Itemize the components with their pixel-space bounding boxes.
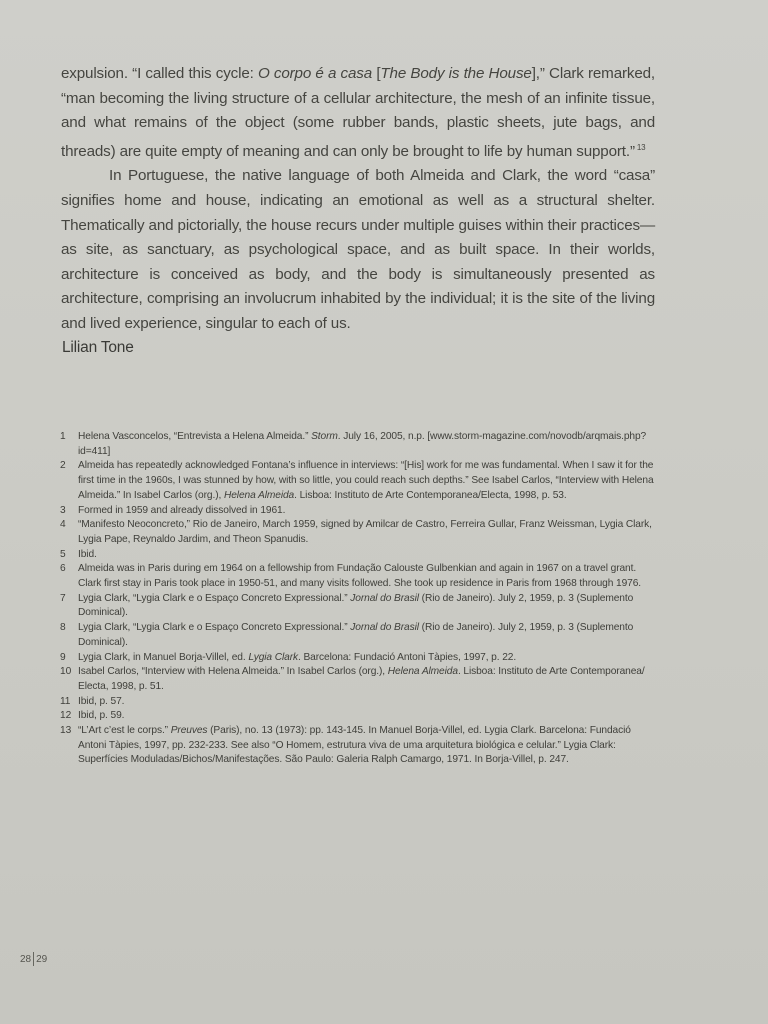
- footnote-italic-title: Lygia Clark: [248, 651, 298, 663]
- footnote-item: [60, 665, 660, 694]
- footnote-number: 3: [60, 504, 66, 516]
- folio-divider: [33, 952, 34, 966]
- footnote-text-run: Helena Vasconcelos, “Entrevista a Helena Almeida.”: [78, 431, 312, 442]
- footnote-number: 1: [60, 431, 66, 442]
- page-number-right: 29: [36, 953, 48, 965]
- footnote-number: 4: [60, 519, 66, 531]
- footnote-number: 11: [60, 695, 71, 707]
- footnote-number: 7: [60, 592, 66, 604]
- footnote-italic-title: Jornal do Brasil: [350, 622, 419, 634]
- footnote-text: [78, 724, 660, 768]
- title-o-corpo-e-a-casa: O corpo é a casa: [257, 65, 373, 82]
- footnote-text: [78, 548, 660, 563]
- footnote-item: [60, 504, 660, 519]
- footnote-text-run: Almeida has repeatedly acknowledged Fontana’s influence in interviews: “[His] work for me was fundamental. When I saw it for the first time in the 1960s, I was stunned by how, with so little, you could reach such depths.” See Isabel Carlos, “Interview with Helena Almeida.” In Isabel Carlos (org.),: [78, 460, 654, 501]
- footnote-number: 8: [60, 622, 66, 634]
- footnote-text-run: . Barcelona: Fundació Antoni Tàpies, 1997, p. 22.: [298, 651, 517, 663]
- page-folio: [20, 952, 47, 966]
- footnote-text: [78, 562, 660, 591]
- paragraph-1-text-c: ],” Clark remarked, “man becoming the living structure of a cellular architecture, the mesh of an infinite tissue, and what remains of the object (some rubber bands, plastic sheets, jute bags, and threads) are quite empty of meaning and can only be brought to life by human support.”: [61, 65, 655, 160]
- footnote-text-run: Ibid, p. 59.: [78, 710, 125, 722]
- footnote-text: [78, 592, 660, 621]
- footnote-italic-title: Storm: [311, 431, 338, 442]
- footnotes-list: [60, 430, 660, 768]
- footnote-number: 6: [60, 563, 66, 575]
- footnote-number: 13: [60, 725, 72, 737]
- page-number-left: 28: [20, 953, 32, 965]
- footnote-text: [78, 709, 660, 724]
- footnote-item: [60, 621, 660, 650]
- footnote-text: [78, 621, 660, 650]
- footnote-text-run: Isabel Carlos, “Interview with Helena Almeida.” In Isabel Carlos (org.),: [78, 666, 388, 678]
- footnote-text-run: . Lisboa: Instituto de Arte Contemporanea/Electa, 1998, p. 53.: [294, 489, 567, 501]
- footnote-italic-title: Helena Almeida: [223, 489, 295, 501]
- footnote-text-run: Formed in 1959 and already dissolved in 1961.: [78, 504, 286, 516]
- footnote-number: 9: [60, 651, 66, 663]
- footnote-text-run: Lygia Clark, “Lygia Clark e o Espaço Concreto Expressional.”: [78, 592, 351, 604]
- author-signature: Lilian Tone: [62, 339, 134, 356]
- footnote-text-run: . Lisboa: Instituto de Arte Contemporanea/ Electa, 1998, p. 51.: [78, 666, 645, 692]
- footnote-text-run: (Rio de Janeiro). July 2, 1959, p. 3 (Suplemento Dominical).: [78, 622, 634, 648]
- footnote-text-run: Lygia Clark, in Manuel Borja-Villel, ed.: [78, 651, 249, 663]
- footnote-text-run: . July 16, 2005, n.p. [www.storm-magazine.com/novodb/arqmais.php?id=411]: [78, 431, 647, 457]
- footnote-text: [78, 518, 660, 547]
- footnote-number: 10: [60, 666, 72, 678]
- footnote-number: 5: [60, 548, 66, 560]
- footnote-text: [78, 459, 660, 503]
- footnote-text: [78, 504, 660, 519]
- footnote-text-run: Almeida was in Paris during em 1964 on a fellowship from Fundação Calouste Gulbenkian and again in 1967 on a travel grant. Clark first stay in Paris took place in 1950-51, and many visits followed. She took up residence in Paris from 1968 through 1976.: [78, 563, 641, 590]
- footnote-italic-title: Preuves: [170, 725, 208, 737]
- footnote-item: [60, 709, 660, 724]
- footnote-item: [60, 518, 660, 547]
- footnote-item: [60, 651, 660, 666]
- footnote-item: [60, 695, 660, 710]
- paragraph-2: In Portuguese, the native language of both Almeida and Clark, the word “casa” signifies home and house, indicating an emotional as well as a structural shelter. Thematically and pictorially, the house recurs under multiple guises within their practices— as site, as sanctuary, as psychological space, and as built space. In their worlds, architecture is conceived as body, and the body is simultaneously presented as architecture, comprising an involucrum inhabited by the individual; it is the site of the living and lived experience, singular to each of us.: [61, 167, 655, 332]
- footnote-text-run: Ibid.: [78, 548, 97, 560]
- footnote-item: [60, 724, 660, 768]
- footnote-item: [60, 459, 660, 503]
- footnote-text: [78, 695, 660, 710]
- footnote-text-run: Lygia Clark, “Lygia Clark e o Espaço Concreto Expressional.”: [78, 622, 351, 634]
- footnote-number: 12: [60, 710, 72, 722]
- footnote-italic-title: Jornal do Brasil: [350, 592, 419, 604]
- footnote-item: [60, 548, 660, 563]
- footnote-ref-13: 13: [636, 142, 646, 152]
- footnote-text-run: “L’Art c’est le corps.”: [78, 725, 171, 737]
- footnote-text-run: Ibid, p. 57.: [78, 695, 125, 707]
- footnote-number: 2: [60, 460, 66, 472]
- paragraph-1-text-a: expulsion. “I called this cycle:: [61, 65, 258, 82]
- body-text: [61, 62, 655, 337]
- footnote-text-run: “Manifesto Neoconcreto,” Rio de Janeiro, March 1959, signed by Amilcar de Castro, Ferreira Gullar, Franz Weissman, Lygia Clark, Lygia Pape, Reynaldo Jardim, and Theon Spanudis.: [78, 519, 652, 545]
- paragraph-1: [61, 62, 655, 164]
- footnote-text-run: (Paris), no. 13 (1973): pp. 143-145. In Manuel Borja-Villel, ed. Lygia Clark. Barcelona: Fundació Antoni Tàpies, 1997, pp. 232-233. See also “O Homem, estrutura viva de uma arquitetura biológica e celular.” Lygia Clark: Superfícies Moduladas/Bichos/Manifestações. São Paulo: Galeria Ralph Camargo, 1971. In Borja-Villel, p. 247.: [78, 725, 631, 766]
- footnote-item: [60, 430, 660, 459]
- paragraph-1-text-b: [: [372, 65, 381, 82]
- footnote-text: [78, 665, 660, 694]
- footnote-item: [60, 592, 660, 621]
- footnote-italic-title: Helena Almeida: [387, 666, 458, 678]
- footnote-text: [78, 430, 660, 459]
- footnote-item: [60, 562, 660, 591]
- footnote-text: [78, 651, 660, 666]
- title-the-body-is-the-house: The Body is the House: [380, 65, 532, 82]
- footnote-text-run: (Rio de Janeiro). July 2, 1959, p. 3 (Suplemento Dominical).: [78, 592, 634, 619]
